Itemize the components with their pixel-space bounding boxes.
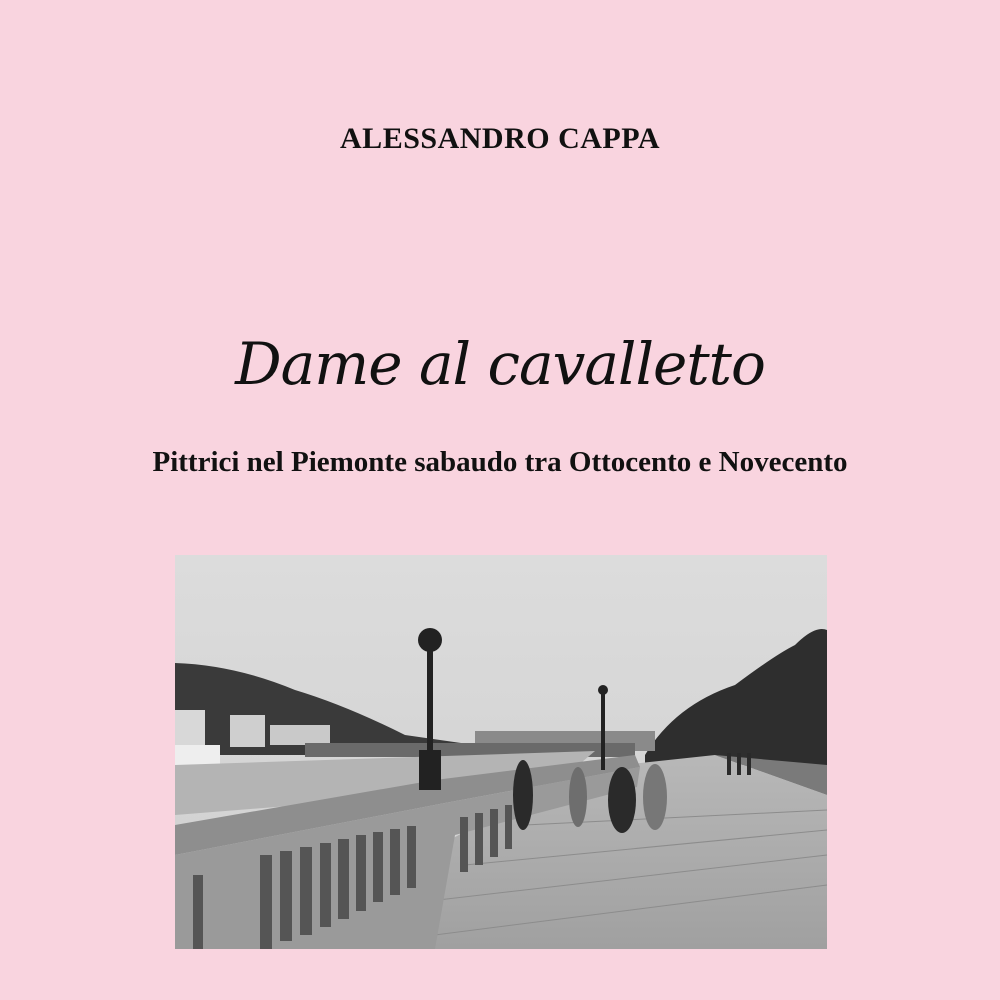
book-title: Dame al cavalletto: [235, 330, 765, 398]
author-name: ALESSANDRO CAPPA: [340, 122, 660, 155]
book-subtitle: Pittrici nel Piemonte sabaudo tra Ottocento e Novecento: [152, 446, 848, 478]
cover-photo-riverside-promenade: [175, 555, 827, 949]
